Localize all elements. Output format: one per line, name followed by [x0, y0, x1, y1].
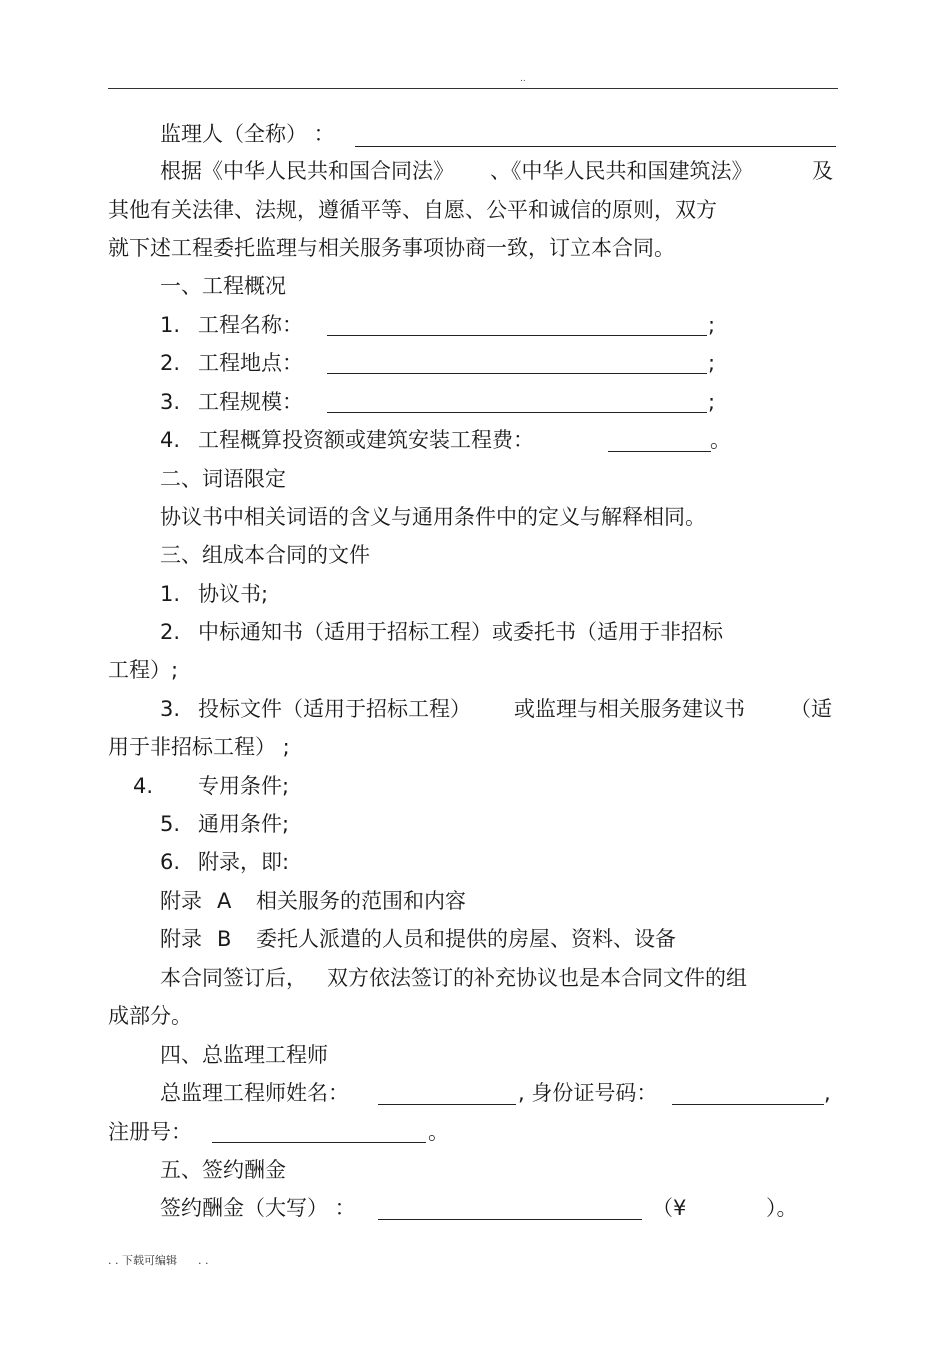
item-end: 。: [710, 428, 731, 452]
item-number: 1.: [160, 313, 181, 337]
appendix-a-label: 附录: [160, 889, 202, 913]
doc-agreement: 协议书;: [198, 582, 269, 606]
project-location-label: 工程地点：: [198, 351, 303, 375]
basis-text-a: 根据《中华人民共和国合同法》: [160, 159, 454, 183]
section-3-title: 三、组成本合同的文件: [160, 543, 370, 567]
investment-blank[interactable]: [608, 451, 711, 452]
basis-text-b: 、《中华人民共和国建筑法》: [490, 159, 753, 183]
header-mark: ..: [520, 74, 526, 84]
doc-general-conditions: 通用条件;: [198, 812, 290, 836]
item-end: ;: [708, 390, 716, 414]
appendix-a-letter: A: [217, 889, 232, 913]
appendix-b-text: 委托人派遣的人员和提供的房屋、资料、设备: [256, 927, 676, 951]
appendix-a-text: 相关服务的范围和内容: [256, 889, 466, 913]
project-name-label: 工程名称：: [198, 313, 303, 337]
item-number: 6.: [160, 850, 181, 874]
project-name-blank[interactable]: [327, 335, 707, 336]
item-number: 4.: [160, 428, 181, 452]
project-scale-label: 工程规模：: [198, 390, 303, 414]
appendix-b-letter: B: [217, 927, 232, 951]
registration-label: 注册号：: [108, 1120, 192, 1144]
item-number: 1.: [160, 582, 181, 606]
supervisor-name-blank[interactable]: [355, 146, 836, 147]
item-number: 3.: [160, 697, 181, 721]
contract-fee-label: 签约酬金（大写） ：: [160, 1196, 356, 1220]
contract-fee-yen-open: （¥: [652, 1196, 687, 1220]
doc-award-notice: 中标通知书（适用于招标工程）或委托书（适用于非招标: [198, 620, 723, 644]
project-scale-blank[interactable]: [327, 412, 707, 413]
doc-bid-file-line2: 用于非招标工程） ;: [108, 735, 290, 759]
item-number: 5.: [160, 812, 181, 836]
item-number: 4.: [133, 774, 154, 798]
item-end: ;: [708, 313, 716, 337]
supervisor-label: 监理人（全称） ：: [160, 122, 335, 146]
section-3-note-line2: 成部分。: [108, 1004, 192, 1028]
chief-engineer-name-blank[interactable]: [378, 1104, 516, 1105]
item-end: ;: [708, 351, 716, 375]
doc-special-conditions: 专用条件;: [198, 774, 290, 798]
registration-blank[interactable]: [212, 1142, 426, 1143]
doc-bid-file-a: 投标文件（适用于招标工程）: [198, 697, 471, 721]
contract-fee-yen-close: ）。: [766, 1196, 798, 1220]
header-rule: [108, 88, 838, 89]
doc-bid-file-c: （适: [790, 697, 832, 721]
section-3-note-b: 双方依法签订的补充协议也是本合同文件的组: [327, 966, 747, 990]
footer-text: . . 下载可编辑 . .: [108, 1254, 209, 1267]
item-number: 2.: [160, 351, 181, 375]
section-4-title: 四、总监理工程师: [160, 1043, 328, 1067]
appendix-b-label: 附录: [160, 927, 202, 951]
section-2-body: 协议书中相关词语的含义与通用条件中的定义与解释相同。: [160, 505, 706, 529]
item-number: 3.: [160, 390, 181, 414]
chief-engineer-name-label: 总监理工程师姓名：: [160, 1081, 349, 1105]
doc-bid-file-b: 或监理与相关服务建议书: [514, 697, 745, 721]
item-number: 2.: [160, 620, 181, 644]
section-1-title: 一、工程概况: [160, 274, 286, 298]
doc-award-notice-line2: 工程）;: [108, 658, 179, 682]
basis-text-line3: 就下述工程委托监理与相关服务事项协商一致，订立本合同。: [108, 236, 675, 260]
registration-end: 。: [428, 1120, 449, 1144]
project-location-blank[interactable]: [327, 373, 707, 374]
id-number-label: , 身份证号码：: [518, 1081, 658, 1105]
basis-text-c: 及: [812, 159, 833, 183]
contract-fee-words-blank[interactable]: [378, 1219, 642, 1220]
section-3-note-a: 本合同签订后，: [160, 966, 307, 990]
id-number-end: ,: [824, 1081, 831, 1105]
section-2-title: 二、词语限定: [160, 467, 286, 491]
id-number-blank[interactable]: [672, 1104, 824, 1105]
basis-text-line2: 其他有关法律、法规，遵循平等、自愿、公平和诚信的原则，双方: [108, 198, 717, 222]
investment-label: 工程概算投资额或建筑安装工程费：: [198, 428, 534, 452]
section-5-title: 五、签约酬金: [160, 1158, 286, 1182]
doc-appendix: 附录，即:: [198, 850, 290, 874]
